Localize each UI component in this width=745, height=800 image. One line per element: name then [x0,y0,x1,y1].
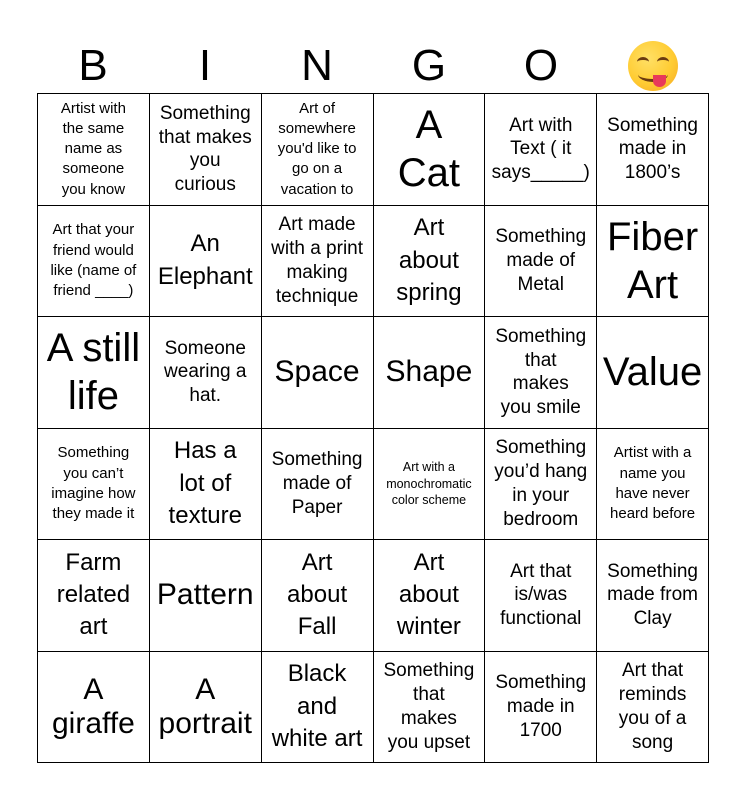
bingo-cell[interactable]: Art with Text ( it says_____) [485,94,597,206]
bingo-cell[interactable]: Something that makes you upset [374,652,486,764]
bingo-cell[interactable]: A portrait [150,652,262,764]
bingo-cell[interactable]: Art with a monochromatic color scheme [374,429,486,541]
bingo-cell[interactable]: Farm related art [38,540,150,652]
bingo-cell[interactable]: Art about winter [374,540,486,652]
bingo-cell[interactable]: Something made of Metal [485,206,597,318]
header-letter-g: G [411,41,447,90]
bingo-cell[interactable]: Something that makes you curious [150,94,262,206]
yum-face-emoji-icon [628,41,678,91]
bingo-cell[interactable]: Artist with a name you have never heard before [597,429,709,541]
bingo-cell[interactable]: Art about Fall [262,540,374,652]
bingo-cell[interactable]: Art that reminds you of a song [597,652,709,764]
bingo-cell[interactable]: A still life [38,317,150,429]
bingo-cell[interactable]: Something made in 1800’s [597,94,709,206]
bingo-cell[interactable]: Artist with the same name as someone you know [38,94,150,206]
bingo-board [37,93,709,763]
header-letter-n: N [301,41,333,90]
header-letter-i: I [198,41,212,90]
bingo-cell[interactable]: Something that makes you smile [485,317,597,429]
bingo-cell[interactable]: Something made in 1700 [485,652,597,764]
bingo-cell[interactable]: An Elephant [150,206,262,318]
bingo-cell[interactable]: Art that your friend would like (name of friend ____) [38,206,150,318]
bingo-cell[interactable]: Value [597,317,709,429]
bingo-cell[interactable]: Shape [374,317,486,429]
header-letter-b: B [78,41,108,90]
bingo-cell[interactable]: Something you’d hang in your bedroom [485,429,597,541]
bingo-cell[interactable]: Has a lot of texture [150,429,262,541]
header-letter-o: O [523,41,559,90]
bingo-cell[interactable]: Something you can’t imagine how they made it [38,429,150,541]
bingo-cell[interactable]: Something made from Clay [597,540,709,652]
bingo-cell[interactable]: Pattern [150,540,262,652]
bingo-cell[interactable]: A giraffe [38,652,150,764]
bingo-cell[interactable]: Fiber Art [597,206,709,318]
bingo-cell[interactable]: Art about spring [374,206,486,318]
bingo-cell[interactable]: Art of somewhere you'd like to go on a vacation to [262,94,374,206]
bingo-cell[interactable]: Something made of Paper [262,429,374,541]
bingo-cell[interactable]: A Cat [374,94,486,206]
bingo-cell[interactable]: Black and white art [262,652,374,764]
bingo-cell[interactable]: Space [262,317,374,429]
bingo-cell[interactable]: Someone wearing a hat. [150,317,262,429]
bingo-cell[interactable]: Art that is/was functional [485,540,597,652]
bingo-header [37,38,709,94]
bingo-cell[interactable]: Art made with a print making technique [262,206,374,318]
